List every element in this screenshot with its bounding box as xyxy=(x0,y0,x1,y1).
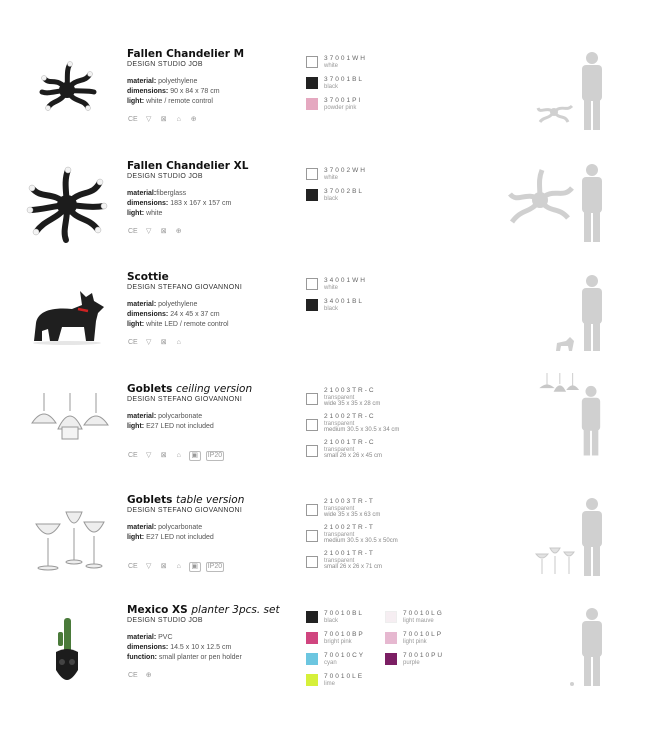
product-row-goblets-table xyxy=(0,494,647,604)
product-code: 70010PU xyxy=(403,652,445,659)
product-row-fallen-chandelier-m xyxy=(0,48,647,158)
product-row-mexico-xs xyxy=(0,604,647,714)
outdoor-icon: ⌂ xyxy=(176,116,181,123)
spec-light: light: E27 LED not included xyxy=(127,534,214,541)
goblets-table-image xyxy=(22,494,112,584)
product-title: Scottie xyxy=(127,271,169,283)
scale-silhouette-illustration xyxy=(530,271,630,381)
size-label: wide 35 x 35 x 63 cm xyxy=(324,512,381,518)
remote-control-icon: ⊕ xyxy=(145,672,152,679)
color-name: black xyxy=(324,306,339,312)
spec-function: function: small planter or pen holder xyxy=(127,654,242,661)
outdoor-icon: ⌂ xyxy=(176,563,181,570)
color-swatch xyxy=(306,674,318,686)
class-ii-icon: ▣ xyxy=(189,562,201,572)
product-title: Mexico XS planter 3pcs. set xyxy=(127,604,280,616)
spec-material: material: PVC xyxy=(127,634,173,641)
color-name: white xyxy=(324,175,339,181)
crossed-bin-icon: ⊠ xyxy=(160,228,167,235)
triangle-certification-icon: ▽ xyxy=(146,116,152,123)
spec-light: light: white / remote control xyxy=(127,98,213,105)
product-title: Fallen Chandelier XL xyxy=(127,160,249,172)
color-swatch xyxy=(306,419,318,431)
color-name: light mauve xyxy=(403,618,434,624)
product-designer: DESIGN STUDIO JOB xyxy=(127,61,203,68)
product-info xyxy=(127,494,297,572)
class-ii-icon: ▣ xyxy=(189,451,201,461)
ce-mark-icon: CE xyxy=(128,228,138,235)
product-code: 37002WH xyxy=(324,167,367,174)
product-code: 34001WH xyxy=(324,277,367,284)
product-specs xyxy=(127,523,297,543)
scale-silhouette-illustration xyxy=(530,604,630,714)
product-code: 21003TR-T xyxy=(324,498,375,505)
color-swatch xyxy=(306,168,318,180)
spec-light: light: white xyxy=(127,210,163,217)
size-label: medium 30.5 x 30.5 x 50cm xyxy=(324,538,398,544)
ce-mark-icon: CE xyxy=(128,339,138,346)
scale-silhouette-illustration xyxy=(500,160,630,270)
remote-control-icon: ⊕ xyxy=(190,116,197,123)
ip-rating-icon: IP20 xyxy=(207,563,223,570)
crossed-bin-icon: ⊠ xyxy=(160,339,167,346)
spec-light: light: white LED / remote control xyxy=(127,321,229,328)
spec-material: material:fiberglass xyxy=(127,190,187,197)
product-row-goblets-ceiling xyxy=(0,383,647,493)
color-name: transparent xyxy=(324,447,355,453)
size-label: medium 30.5 x 30.5 x 34 cm xyxy=(324,427,400,433)
product-code: 70010LG xyxy=(403,610,444,617)
product-row-fallen-chandelier-xl xyxy=(0,160,647,270)
fallen-chandelier-m-image xyxy=(22,48,112,138)
color-name: white xyxy=(324,285,339,291)
product-title: Fallen Chandelier M xyxy=(127,48,245,60)
product-code: 21003TR-C xyxy=(324,387,376,394)
triangle-certification-icon: ▽ xyxy=(146,563,152,570)
size-label: small 26 x 26 x 71 cm xyxy=(324,564,383,570)
product-designer: DESIGN STEFANO GIOVANNONI xyxy=(127,284,243,291)
color-name: light pink xyxy=(403,639,427,645)
color-swatch xyxy=(306,278,318,290)
product-info xyxy=(127,160,297,236)
product-code: 37001BL xyxy=(324,76,365,83)
color-swatch xyxy=(306,611,318,623)
triangle-certification-icon: ▽ xyxy=(146,339,152,346)
size-label: small 26 x 26 x 45 cm xyxy=(324,453,383,459)
product-designer: DESIGN STEFANO GIOVANNONI xyxy=(127,396,243,403)
fallen-chandelier-xl-image xyxy=(22,160,112,250)
mexico-xs-planter-image xyxy=(22,604,112,694)
product-row-scottie xyxy=(0,271,647,381)
spec-dimensions: dimensions: 183 x 167 x 157 cm xyxy=(127,200,232,207)
product-specs xyxy=(127,412,297,432)
color-name: lime xyxy=(324,681,336,687)
crossed-bin-icon: ⊠ xyxy=(160,452,167,459)
spec-material: material: polycarbonate xyxy=(127,524,203,531)
product-info xyxy=(127,383,297,461)
certification-icons xyxy=(127,116,297,124)
color-name: black xyxy=(324,84,339,90)
product-specs xyxy=(127,77,297,107)
product-code: 37001WH xyxy=(324,55,367,62)
scale-silhouette-illustration xyxy=(530,494,630,604)
color-swatch xyxy=(306,189,318,201)
ce-mark-icon: CE xyxy=(128,563,138,570)
crossed-bin-icon: ⊠ xyxy=(160,116,167,123)
spec-light: light: E27 LED not included xyxy=(127,423,214,430)
color-name: cyan xyxy=(324,660,337,666)
spec-material: material: polyethylene xyxy=(127,301,198,308)
color-swatch xyxy=(306,393,318,405)
product-designer: DESIGN STEFANO GIOVANNONI xyxy=(127,507,243,514)
color-name: transparent xyxy=(324,532,355,538)
triangle-certification-icon: ▽ xyxy=(146,452,152,459)
product-code: 70010BP xyxy=(324,631,365,638)
color-name: black xyxy=(324,196,339,202)
product-code: 37001PI xyxy=(324,97,363,104)
product-code: 70010LP xyxy=(403,631,444,638)
color-swatch xyxy=(306,56,318,68)
spec-material: material: polycarbonate xyxy=(127,413,203,420)
product-title: Goblets table version xyxy=(127,494,245,506)
color-swatch xyxy=(306,653,318,665)
product-code: 21002TR-T xyxy=(324,524,375,531)
color-name: black xyxy=(324,618,339,624)
certification-icons xyxy=(127,562,297,572)
color-name: powder pink xyxy=(324,105,357,111)
ce-mark-icon: CE xyxy=(128,452,138,459)
scottie-dog-lamp-image xyxy=(22,271,112,361)
color-swatch xyxy=(306,632,318,644)
product-specs xyxy=(127,300,297,330)
spec-dimensions: dimensions: 90 x 84 x 78 cm xyxy=(127,88,220,95)
product-code: 21002TR-C xyxy=(324,413,376,420)
spec-dimensions: dimensions: 24 x 45 x 37 cm xyxy=(127,311,220,318)
ip-rating-icon: IP20 xyxy=(207,452,223,459)
product-code: 21001TR-T xyxy=(324,550,375,557)
triangle-certification-icon: ▽ xyxy=(146,228,152,235)
color-name: transparent xyxy=(324,395,355,401)
goblets-ceiling-image xyxy=(22,383,112,473)
spec-dimensions: dimensions: 14.5 x 10 x 12.5 cm xyxy=(127,644,232,651)
color-name: transparent xyxy=(324,421,355,427)
color-name: white xyxy=(324,63,339,69)
color-swatch xyxy=(385,653,397,665)
product-code: 37002BL xyxy=(324,188,365,195)
product-specs xyxy=(127,189,297,219)
certification-icons xyxy=(127,672,297,680)
outdoor-icon: ⌂ xyxy=(176,452,181,459)
product-specs xyxy=(127,633,297,663)
scale-silhouette-illustration xyxy=(530,373,630,483)
product-code: 34001BL xyxy=(324,298,365,305)
size-label: wide 35 x 35 x 28 cm xyxy=(324,401,381,407)
crossed-bin-icon: ⊠ xyxy=(160,563,167,570)
color-name: transparent xyxy=(324,506,355,512)
color-name: transparent xyxy=(324,558,355,564)
product-code: 21001TR-C xyxy=(324,439,376,446)
color-swatch xyxy=(306,98,318,110)
outdoor-icon: ⌂ xyxy=(176,339,181,346)
product-designer: DESIGN STUDIO JOB xyxy=(127,617,203,624)
product-title: Goblets ceiling version xyxy=(127,383,253,395)
color-swatch xyxy=(385,611,397,623)
product-code: 70010LE xyxy=(324,673,365,680)
color-swatch xyxy=(306,445,318,457)
color-swatch xyxy=(306,77,318,89)
certification-icons xyxy=(127,228,297,236)
color-swatch xyxy=(306,504,318,516)
color-swatch xyxy=(306,530,318,542)
certification-icons xyxy=(127,339,297,347)
scale-silhouette-illustration xyxy=(530,48,630,158)
color-name: purple xyxy=(403,660,420,666)
certification-icons xyxy=(127,451,297,461)
color-swatch xyxy=(306,299,318,311)
color-swatch xyxy=(385,632,397,644)
remote-control-icon: ⊕ xyxy=(175,228,182,235)
product-designer: DESIGN STUDIO JOB xyxy=(127,173,203,180)
product-info xyxy=(127,271,297,347)
ce-mark-icon: CE xyxy=(128,672,138,679)
color-name: bright pink xyxy=(324,639,352,645)
spec-material: material: polyethylene xyxy=(127,78,198,85)
product-code: 70010CY xyxy=(324,652,366,659)
ce-mark-icon: CE xyxy=(128,116,138,123)
product-info xyxy=(127,48,297,124)
product-info xyxy=(127,604,297,680)
color-swatch xyxy=(306,556,318,568)
product-code: 70010BL xyxy=(324,610,365,617)
